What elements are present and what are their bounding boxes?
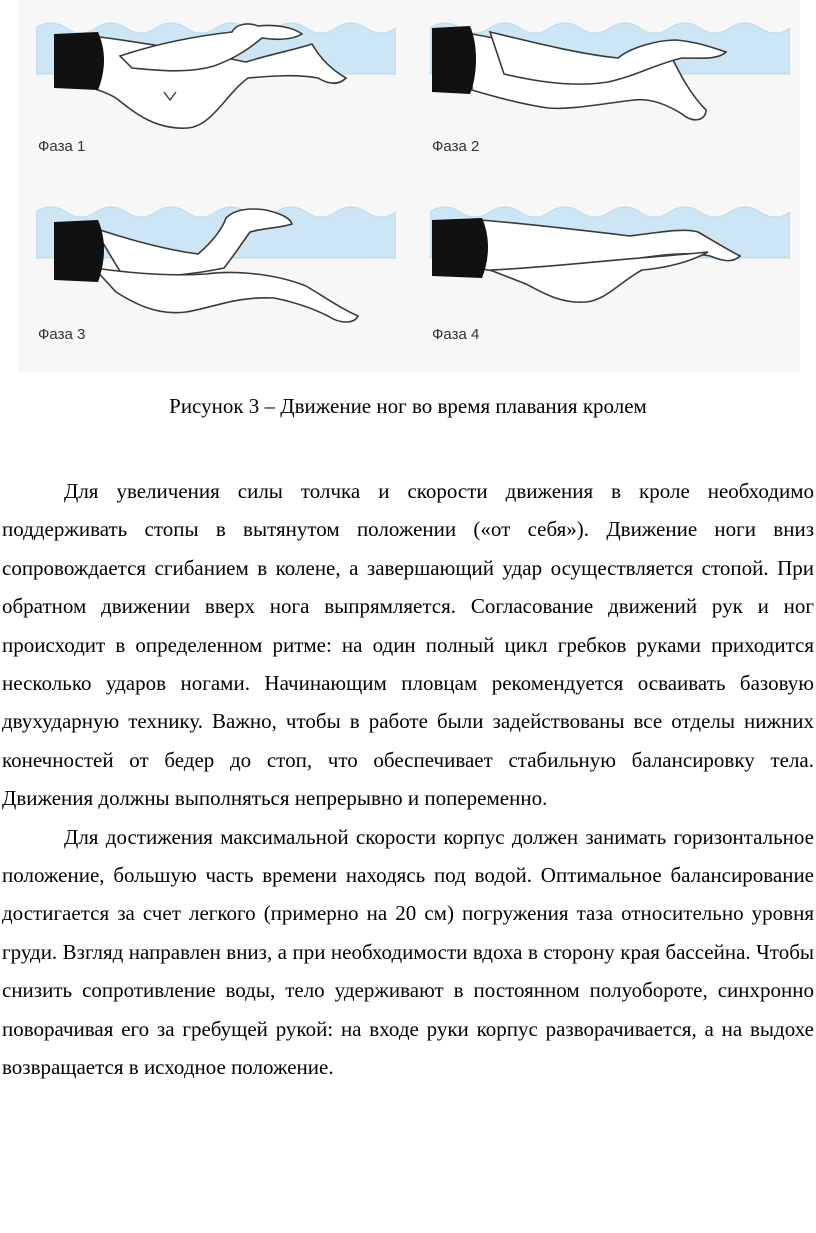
swimmer-legs bbox=[94, 268, 358, 322]
swimmer-trunks bbox=[54, 32, 104, 90]
figure-caption: Рисунок 3 – Движение ног во время плавания кролем bbox=[169, 394, 647, 418]
swimmer-trunks bbox=[432, 26, 476, 94]
phase-label: Фаза 4 bbox=[432, 326, 480, 343]
swimmer-trunks bbox=[54, 220, 104, 282]
paragraph: Для достижения максимальной скорости корпус должен занимать горизонтальное положение, большую часть времени находясь под водой. Оптимальное балансирование достигается за счет легкого (примерно на 20 см) погружения таза относительно уровня груди. Взгляд направлен вниз, а при необходимости вдоха в сторону края бассейна. Чтобы снизить сопротивление воды, тело удерживают в постоянном полуобороте, синхронно поворачивая его за гребущей рукой: на входе руки корпус разворачивается, а на выдохе возвращается в исходное положение. bbox=[2, 824, 814, 1080]
swimmer-trunks bbox=[432, 218, 488, 278]
phase-3-drawing bbox=[36, 198, 396, 368]
phase-3-illustration bbox=[36, 198, 396, 368]
phase-1-illustration bbox=[36, 14, 396, 184]
phase-4-illustration bbox=[430, 198, 790, 368]
phase-label: Фаза 3 bbox=[38, 326, 86, 343]
phase-1-drawing bbox=[36, 14, 396, 184]
paragraph: Для увеличения силы толчка и скорости движения в кроле необходимо поддерживать стопы в вытянутом положении («от себя»). Движение ноги вниз сопровождается сгибанием в колене, а завершающий удар осуществляется стопой. При обратном движении вверх нога выпрямляется. Согласование движений рук и ног происходит в определенном ритме: на один полный цикл гребков руками приходится несколько ударов ногами. Начинающим пловцам рекомендуется осваивать базовую двухударную технику. Важно, чтобы в работе были задействованы все отделы нижних конечностей от бедер до стоп, что обеспечивает стабильную балансировку тела. Движения должны выполняться непрерывно и попеременно. bbox=[2, 479, 814, 811]
body-text bbox=[2, 472, 814, 1087]
phase-2-drawing bbox=[430, 14, 790, 184]
figure-panel bbox=[18, 0, 800, 372]
phase-2-illustration bbox=[430, 14, 790, 184]
phase-label: Фаза 1 bbox=[38, 138, 86, 155]
phase-4-drawing bbox=[430, 198, 790, 368]
phase-label: Фаза 2 bbox=[432, 138, 480, 155]
